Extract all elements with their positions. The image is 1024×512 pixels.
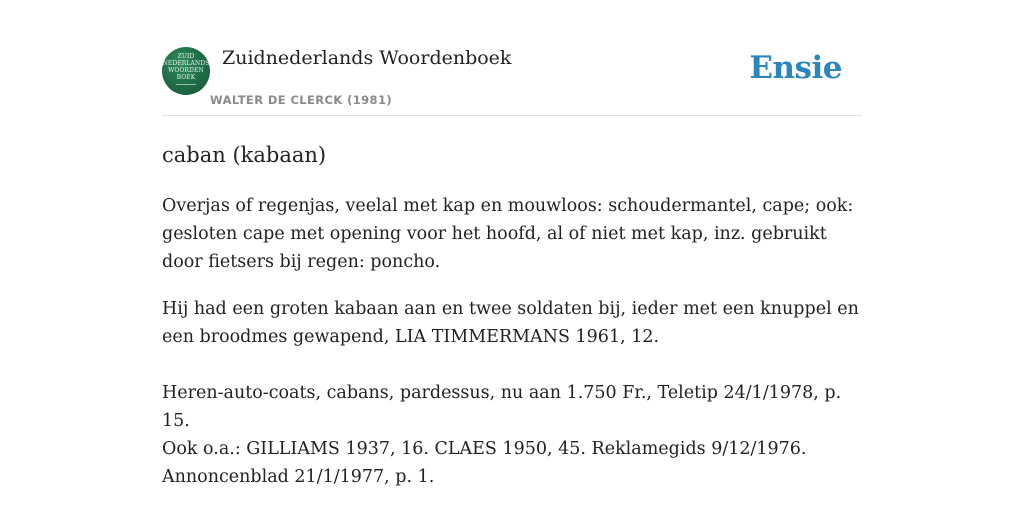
dictionary-logo[interactable] (162, 47, 210, 95)
entry-example: Ook o.a.: GILLIAMS 1937, 16. CLAES 1950, 45. Reklamegids 9/12/1976. Annoncenblad 21/1/1977, p. 1. (162, 439, 807, 487)
dictionary-card (162, 0, 862, 512)
entry-example: Hij had een groten kabaan aan en twee soldaten bij, ieder met een knuppel en een broodmes gewapend, LIA TIMMERMANS 1961, 12. (162, 299, 859, 347)
entry-headword: caban (kabaan) (162, 143, 327, 167)
dictionary-title[interactable]: Zuidnederlands Woordenboek (222, 47, 512, 69)
ensie-logo[interactable]: Ensie (749, 50, 842, 86)
dictionary-author: WALTER DE CLERCK (1981) (210, 93, 393, 107)
logo-rule (176, 84, 196, 85)
entry-definition: Overjas of regenjas, veelal met kap en mouwloos: schoudermantel, cape; ook: gesloten cape met opening voor het hoofd, al of niet met kap, inz. gebruikt door fietsers bij regen: poncho. (162, 196, 854, 272)
source-header (162, 46, 862, 116)
logo-text: ZUID NEDERLANDS WOORDEN BOEK (162, 53, 210, 81)
entry-example: Heren-auto-coats, cabans, pardessus, nu aan 1.750 Fr., Teletip 24/1/1978, p. 15. (162, 383, 842, 431)
